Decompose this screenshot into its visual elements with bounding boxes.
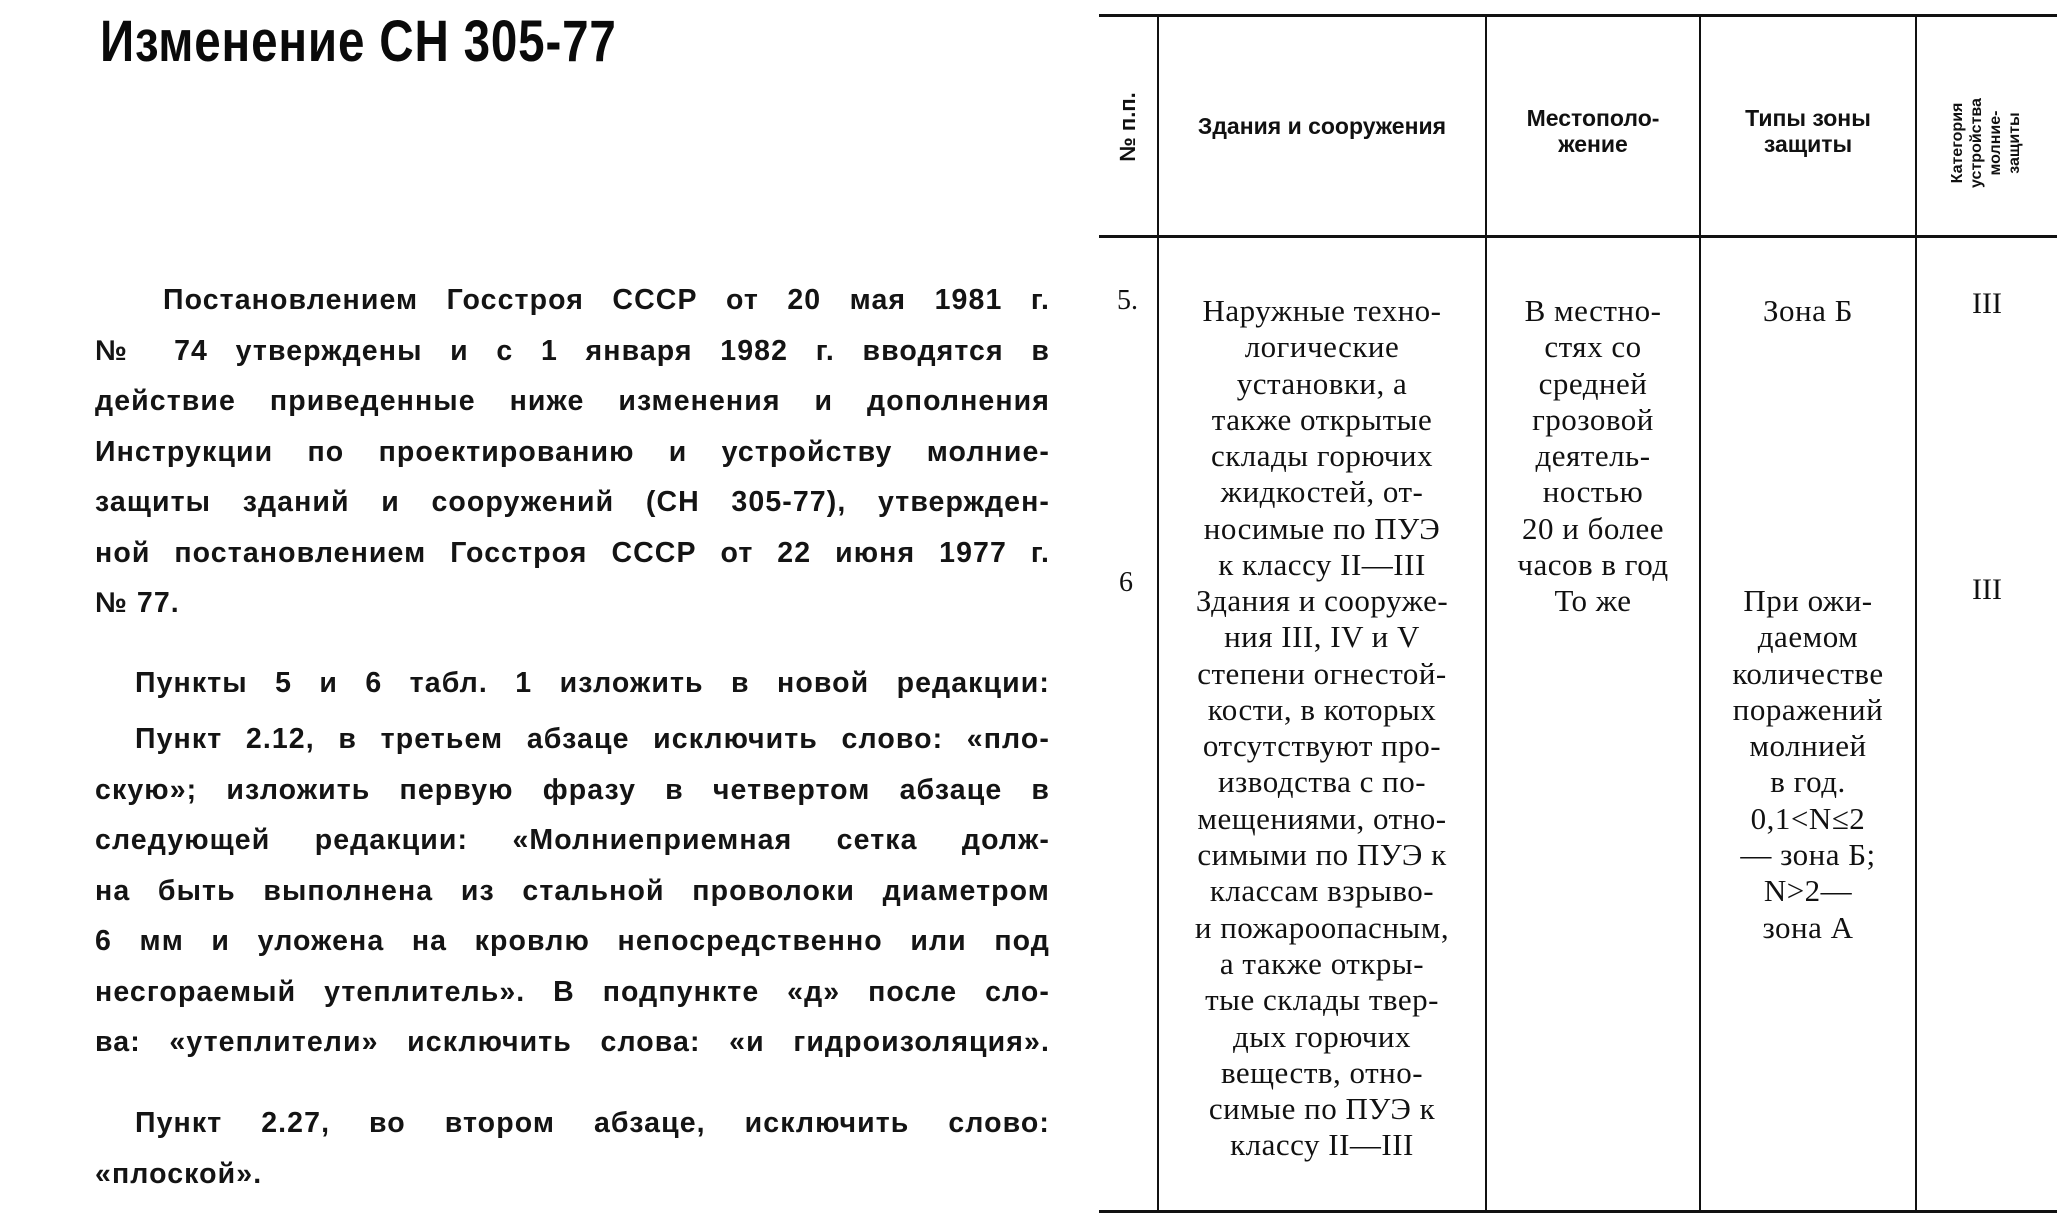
cell-line: 20 и более — [1522, 510, 1664, 546]
cell-line: N>2— — [1763, 873, 1853, 909]
cell-line: поражений — [1732, 691, 1884, 727]
cell-line: жидкостей, от- — [1220, 474, 1424, 510]
header-category — [1948, 43, 2024, 243]
cell-line: То же — [1554, 583, 1632, 618]
cell-line: а также откры- — [1219, 945, 1425, 981]
cell-line: кости, в которых — [1207, 691, 1437, 727]
cell-line: даемом — [1757, 619, 1859, 655]
cell-line: мещениями, отно- — [1197, 800, 1447, 836]
row-category: III — [1972, 573, 2002, 606]
cell-line: к классу II—III — [1218, 547, 1426, 583]
row-zone-type — [1701, 583, 1915, 946]
cell-line: количестве — [1732, 655, 1884, 691]
cell-line: тые склады твер- — [1205, 982, 1439, 1018]
row-location — [1487, 583, 1699, 619]
cell-line: молнией — [1749, 728, 1867, 764]
text-line: Пункты 5 и 6 табл. 1 изложить в новой редакции: — [135, 667, 1050, 699]
text-line: Пункт 2.27, во втором абзаце, исключить слово: — [135, 1107, 1050, 1139]
cell-line: носимые по ПУЭ — [1203, 510, 1441, 546]
header-line: защиты — [1763, 131, 1853, 157]
page-title: Изменение СН 305-77 — [100, 9, 617, 74]
header-line: Типы зоны — [1745, 105, 1871, 131]
cell-line: симыми по ПУЭ к — [1197, 837, 1447, 873]
row-location — [1487, 293, 1699, 583]
header-line: устройства — [1968, 98, 1985, 188]
header-zone-types — [1701, 17, 1915, 235]
row-category: III — [1972, 287, 2002, 320]
row-zone-type — [1701, 293, 1915, 329]
cell-line: Зона Б — [1763, 293, 1853, 328]
cell-line: Наружные техно- — [1202, 293, 1442, 328]
points-5-6-paragraph — [95, 658, 1050, 709]
row-buildings — [1159, 583, 1485, 1164]
header-number: № п.п. — [1115, 92, 1140, 162]
header-line: Местополо- — [1526, 105, 1660, 131]
text-line: несгораемый утеплитель». В подпункте «д» после сло- — [95, 975, 1050, 1008]
cell-line: зона А — [1762, 909, 1854, 945]
header-buildings — [1159, 17, 1485, 235]
cell-line: в год. — [1770, 764, 1846, 800]
cell-line: часов в год — [1517, 547, 1669, 583]
cell-line: средней — [1538, 365, 1648, 401]
header-line: жение — [1558, 131, 1628, 157]
text-line: действие приведенные ниже изменения и дополнения — [95, 385, 1050, 417]
point-2-27-paragraph — [95, 1098, 1050, 1199]
intro-paragraph — [95, 275, 1050, 629]
cell-line: симые по ПУЭ к — [1208, 1091, 1436, 1127]
header-line: Категория — [1949, 102, 1966, 184]
cell-line: логические — [1244, 329, 1400, 365]
point-2-12-paragraph — [95, 714, 1050, 1068]
text-line: на быть выполнена из стальной проволоки диаметром — [95, 874, 1050, 907]
cell-line: При ожи- — [1743, 583, 1873, 618]
text-line: защиты зданий и сооружений (СН 305-77), утвержден- — [95, 486, 1050, 518]
cell-line: и пожароопасным, — [1194, 909, 1450, 945]
header-line: молние- — [1987, 110, 2004, 176]
text-line: Пункт 2.12, в третьем абзаце исключить слово: «пло- — [135, 723, 1050, 755]
row-buildings — [1159, 293, 1485, 583]
text-line: № 77. — [95, 587, 180, 619]
cell-line: ностью — [1542, 474, 1644, 510]
cell-line: классу II—III — [1230, 1127, 1414, 1163]
cell-line: ния III, IV и V — [1224, 619, 1420, 655]
column-divider — [1915, 17, 1917, 1210]
cell-line: классам взрыво- — [1209, 873, 1435, 909]
cell-line: отсутствуют про- — [1202, 728, 1442, 764]
header-line: защиты — [2006, 112, 2023, 174]
text-line: Постановлением Госстроя СССР от 20 мая 1981 г. — [163, 284, 1050, 316]
header-buildings-text: Здания и сооружения — [1197, 113, 1447, 139]
cell-line: грозовой — [1532, 401, 1654, 437]
cell-line: веществ, отно- — [1220, 1054, 1424, 1090]
text-line: Инструкции по проектированию и устройству молние- — [95, 435, 1050, 468]
cell-line: дых горючих — [1233, 1018, 1411, 1054]
cell-line: Здания и сооруже- — [1195, 583, 1449, 618]
row-number: 5. — [1117, 285, 1138, 316]
lightning-protection-table — [1099, 14, 2057, 1213]
header-location — [1487, 17, 1699, 235]
cell-line: склады горючих — [1210, 438, 1433, 474]
text-line: следующей редакции: «Молниеприемная сетка долж- — [95, 824, 1050, 856]
cell-line: установки, а — [1236, 365, 1408, 401]
text-line: «плоской». — [95, 1157, 263, 1190]
text-line: ной постановлением Госстроя СССР от 22 июня 1977 г. — [95, 536, 1050, 569]
row-number: 6 — [1119, 567, 1133, 598]
cell-line: стях со — [1544, 329, 1642, 365]
cell-line: В местно- — [1524, 293, 1662, 328]
text-line: № 74 утверждены и с 1 января 1982 г. вводятся в — [95, 334, 1050, 367]
header-divider — [1099, 235, 2057, 238]
cell-line: деятель- — [1535, 438, 1651, 474]
cell-line: также открытые — [1211, 401, 1433, 437]
text-line: 6 мм и уложена на кровлю непосредственно или под — [95, 925, 1050, 957]
cell-line: 0,1<N≤2 — [1750, 800, 1866, 836]
cell-line: изводства с по- — [1217, 764, 1427, 800]
cell-line: — зона Б; — [1740, 837, 1876, 873]
text-line: ва: «утеплители» исключить слова: «и гидроизоляция». — [95, 1026, 1050, 1058]
text-line: скую»; изложить первую фразу в четвертом абзаце в — [95, 773, 1050, 806]
cell-line: степени огнестой- — [1197, 655, 1447, 691]
